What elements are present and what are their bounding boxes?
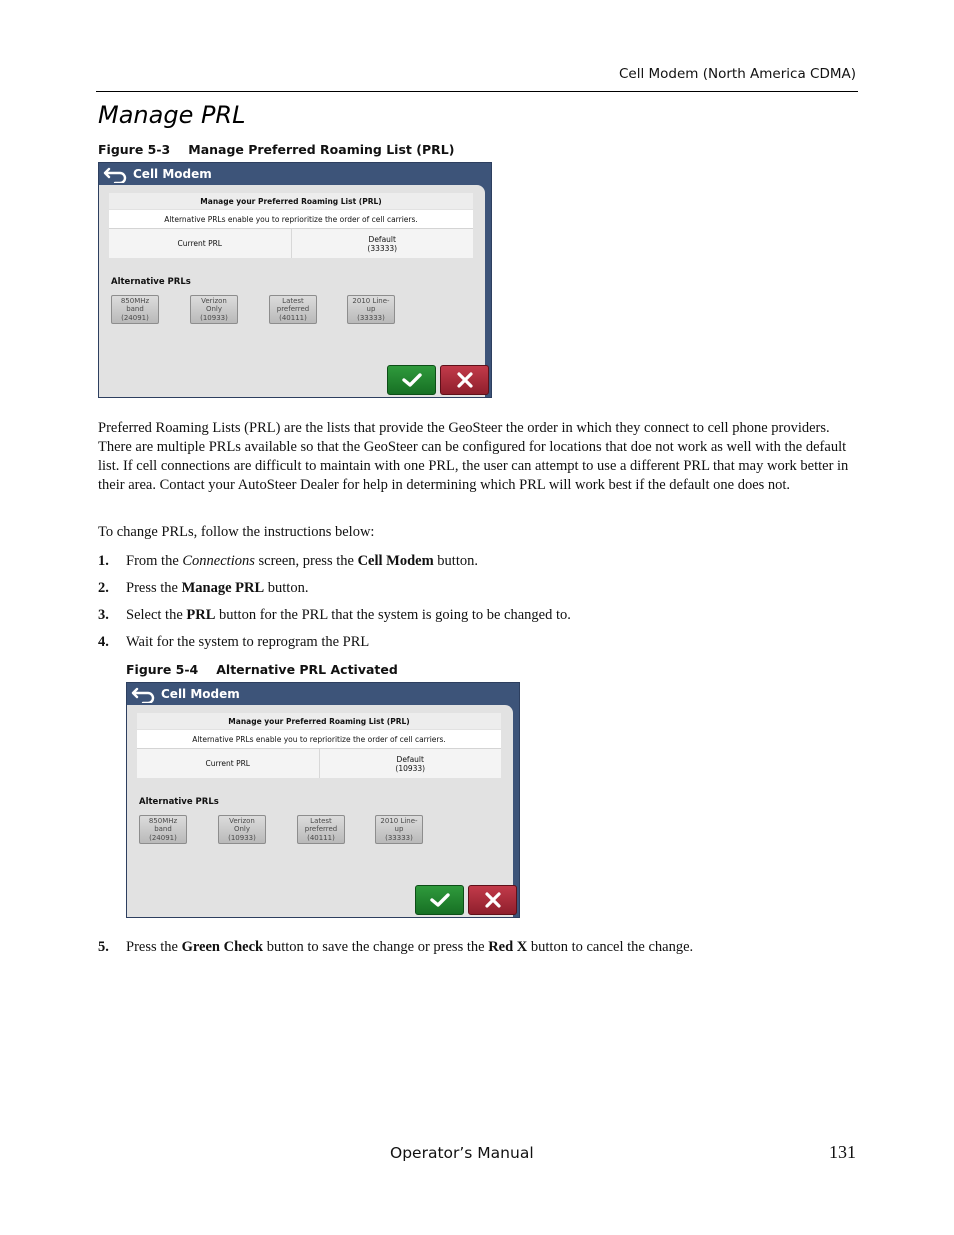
step-text-part: Press the bbox=[126, 939, 182, 955]
step-text-part: button to save the change or press the bbox=[263, 939, 489, 955]
page-title: Manage PRL bbox=[98, 101, 246, 129]
step-text-part: button. bbox=[264, 580, 309, 596]
prl-latest-button[interactable]: Latest preferred (40111) bbox=[297, 815, 345, 844]
current-prl-label: Current PRL bbox=[205, 759, 250, 768]
prl-verizon-button[interactable]: Verizon Only (10933) bbox=[190, 295, 238, 324]
prl-heading: Manage your Preferred Roaming List (PRL) bbox=[109, 193, 473, 209]
screen-title: Cell Modem bbox=[161, 687, 240, 701]
screen-titlebar bbox=[99, 163, 491, 185]
red-x-button[interactable] bbox=[468, 885, 517, 915]
step-text-bold: Cell Modem bbox=[357, 553, 434, 569]
x-icon bbox=[456, 372, 474, 388]
step-text bbox=[126, 633, 369, 652]
step-text-part: Press the bbox=[126, 580, 182, 596]
step-text bbox=[126, 552, 478, 571]
step-number: 1. bbox=[98, 553, 109, 569]
screen-title: Cell Modem bbox=[133, 167, 212, 181]
figure-caption bbox=[98, 142, 454, 157]
current-prl-value-name: Default bbox=[396, 754, 424, 764]
current-prl-label: Current PRL bbox=[177, 239, 222, 248]
red-x-button[interactable] bbox=[440, 365, 489, 395]
running-header: Cell Modem (North America CDMA) bbox=[618, 66, 856, 82]
cell-modem-screen bbox=[98, 162, 492, 398]
screen-titlebar bbox=[127, 683, 519, 705]
step-number: 4. bbox=[98, 634, 109, 650]
intro-paragraph: Preferred Roaming Lists (PRL) are the lists that provide the GeoSteer the order in which they connect to cell phone providers. There are multiple PRLs available so that the GeoSteer can be configured for locations that doe not work as well with the default list. If cell connections are difficult to maintain with one PRL, the user can attempt to use a different PRL that may work better in their area. Contact your AutoSteer Dealer for help in determining which PRL will work best if the default one does not. bbox=[98, 420, 849, 493]
check-icon bbox=[401, 372, 423, 388]
step-text bbox=[126, 606, 571, 625]
step-text-part: button. bbox=[433, 553, 478, 569]
prl-description: Alternative PRLs enable you to reprioritize the order of cell carriers. bbox=[137, 730, 501, 749]
step-text bbox=[126, 579, 308, 598]
step-text-part: Select the bbox=[126, 607, 187, 623]
step-text-part: From the bbox=[126, 553, 183, 569]
step-text-bold: Green Check bbox=[181, 939, 264, 955]
step-text-part: screen, press the bbox=[254, 553, 358, 569]
back-arrow-icon[interactable] bbox=[103, 165, 129, 183]
header-rule bbox=[96, 91, 858, 92]
step-text-bold: Manage PRL bbox=[181, 580, 265, 596]
current-prl-row bbox=[109, 229, 473, 258]
figure-number: Figure 5-4 bbox=[126, 662, 199, 677]
current-prl-value-name: Default bbox=[368, 234, 396, 244]
prl-description: Alternative PRLs enable you to reprioritize the order of cell carriers. bbox=[109, 210, 473, 229]
prl-latest-button[interactable]: Latest preferred (40111) bbox=[269, 295, 317, 324]
green-check-button[interactable] bbox=[387, 365, 436, 395]
step-text-part: button to cancel the change. bbox=[527, 939, 694, 955]
prl-2010-button[interactable]: 2010 Line- up (33333) bbox=[347, 295, 395, 324]
step-number: 5. bbox=[98, 939, 109, 955]
prl-heading: Manage your Preferred Roaming List (PRL) bbox=[137, 713, 501, 729]
footer-manual-title: Operator’s Manual bbox=[390, 1144, 534, 1162]
current-prl-value bbox=[291, 229, 474, 258]
step-text bbox=[126, 938, 693, 957]
prl-2010-button[interactable]: 2010 Line- up (33333) bbox=[375, 815, 423, 844]
current-prl-value-code: (10933) bbox=[395, 763, 426, 773]
step-number: 3. bbox=[98, 607, 109, 623]
alternative-prls-label: Alternative PRLs bbox=[139, 797, 219, 807]
figure-caption bbox=[126, 662, 398, 677]
alternative-prls-label: Alternative PRLs bbox=[111, 277, 191, 287]
back-arrow-icon[interactable] bbox=[131, 685, 157, 703]
prl-850mhz-button[interactable]: 850MHz band (24091) bbox=[111, 295, 159, 324]
figure-caption-text: Manage Preferred Roaming List (PRL) bbox=[188, 142, 455, 157]
x-icon bbox=[484, 892, 502, 908]
prl-verizon-button[interactable]: Verizon Only (10933) bbox=[218, 815, 266, 844]
step-text-part: Wait for the system to reprogram the PRL bbox=[126, 634, 370, 650]
prl-850mhz-button[interactable]: 850MHz band (24091) bbox=[139, 815, 187, 844]
step-number: 2. bbox=[98, 580, 109, 596]
step-text-bold: PRL bbox=[186, 607, 216, 623]
instructions-lead: To change PRLs, follow the instructions below: bbox=[98, 524, 375, 540]
current-prl-value-code: (33333) bbox=[367, 243, 398, 253]
current-prl-value bbox=[319, 749, 502, 778]
step-text-italic: Connections bbox=[182, 553, 255, 569]
green-check-button[interactable] bbox=[415, 885, 464, 915]
page-number: 131 bbox=[829, 1142, 856, 1162]
cell-modem-screen-activated bbox=[126, 682, 520, 918]
step-text-bold: Red X bbox=[488, 939, 528, 955]
step-text-part: button for the PRL that the system is going to be changed to. bbox=[215, 607, 571, 623]
current-prl-row bbox=[137, 749, 501, 778]
figure-number: Figure 5-3 bbox=[98, 142, 171, 157]
check-icon bbox=[429, 892, 451, 908]
figure-caption-text: Alternative PRL Activated bbox=[216, 662, 398, 677]
